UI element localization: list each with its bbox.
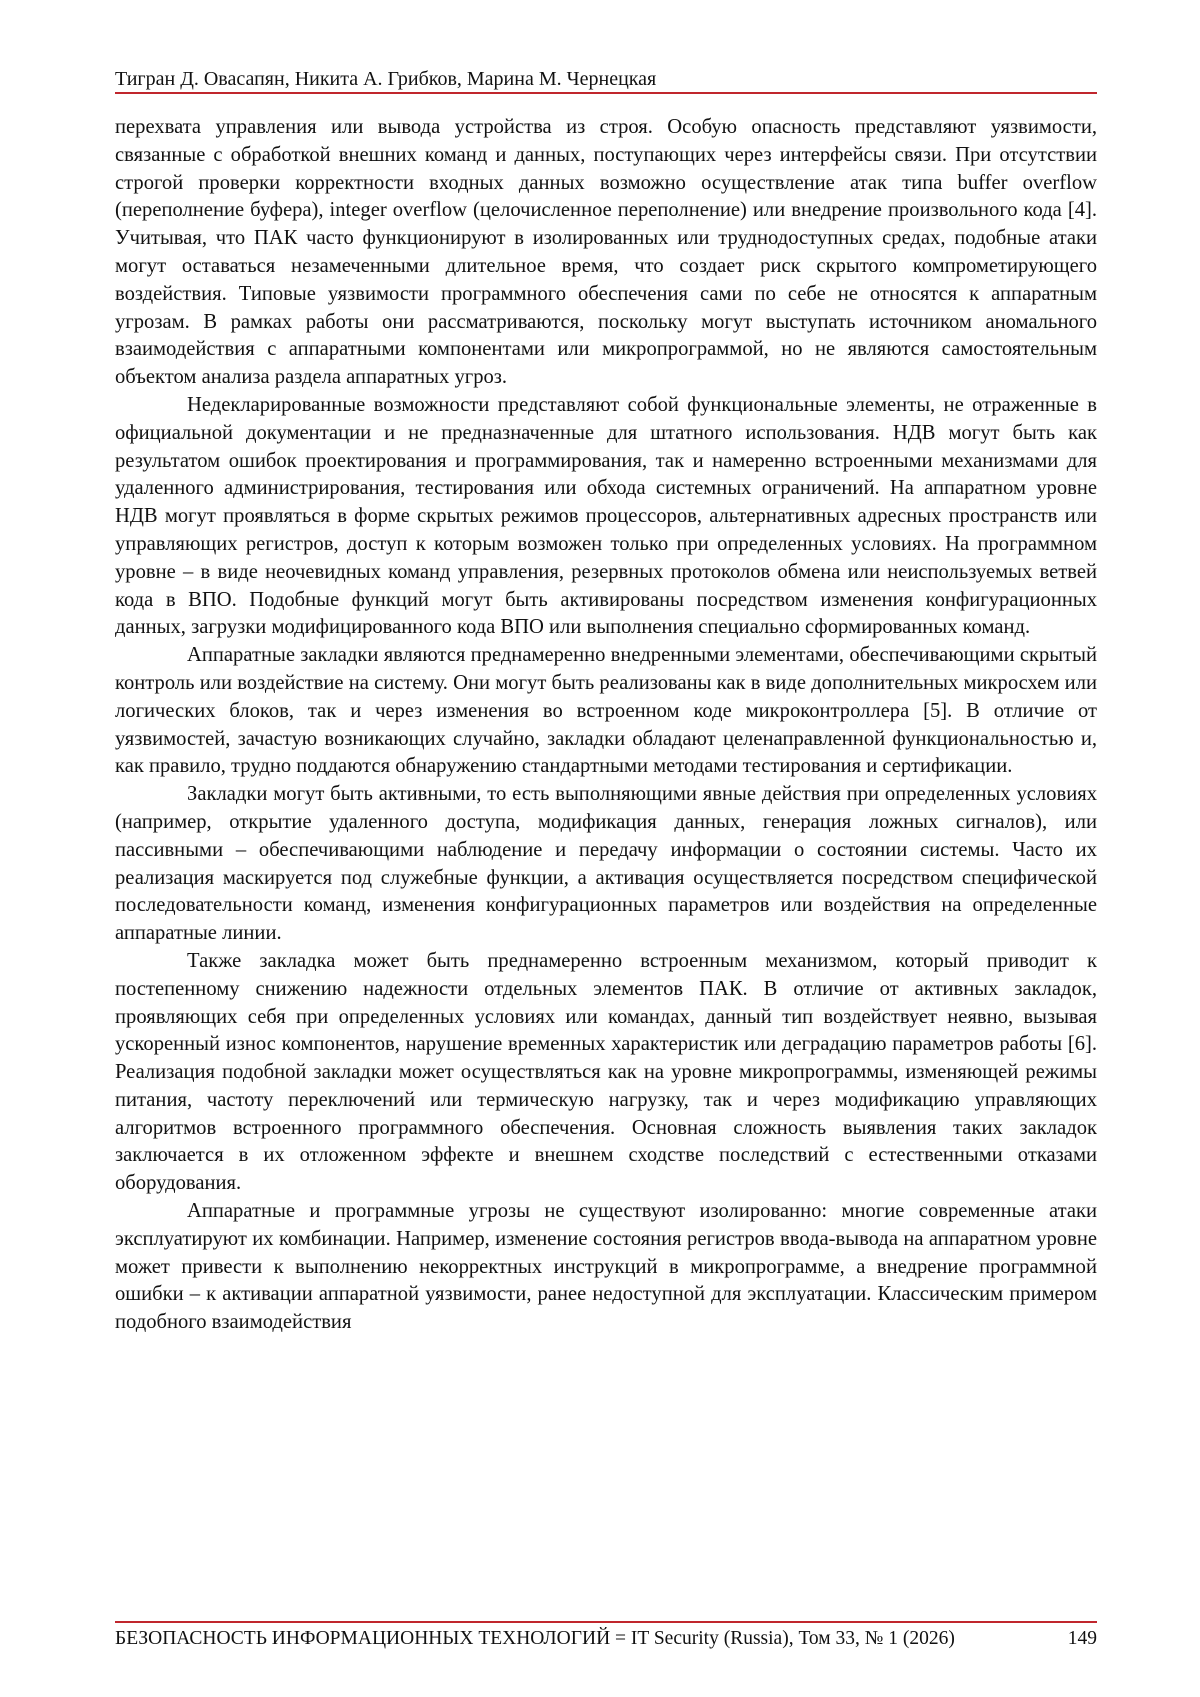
header-authors: Тигран Д. Овасапян, Никита А. Грибков, Марина М. Чернецкая: [115, 68, 657, 90]
paragraph-hardware-trojans: Аппаратные закладки являются преднамеренно внедренными элементами, обеспечивающими скрытый контроль или воздействие на систему. Они могут быть реализованы как в виде дополнительных микросхем или логических блоков, так и через изменения во встроенном коде микроконтроллера [5]. В отличие от уязвимостей, зачастую возникающих случайно, закладки обладают целенаправленной функциональностью и, как правило, трудно поддаются обнаружению стандартными методами тестирования и сертификации.: [115, 644, 1097, 778]
article-body: [115, 114, 1097, 1337]
paragraph-active-passive-trojans: Закладки могут быть активными, то есть выполняющими явные действия при определенных условиях (например, открытие удаленного доступа, модификация данных, генерация ложных сигналов), или пассивными – обеспечивающими наблюдение и передачу информации о состоянии системы. Часто их реализация маскируется под служебные функции, а активация осуществляется посредством специфической последовательности команд, изменения конфигурационных параметров или воздействия на определенные аппаратные линии.: [115, 783, 1097, 945]
header-rule: [115, 92, 1097, 94]
paragraph-combined-threats: Аппаратные и программные угрозы не существуют изолированно: многие современные атаки эксплуатируют их комбинации. Например, изменение состояния регистров ввода-вывода на аппаратном уровне может привести к выполнению некорректных инструкций в микропрограмме, а внедрение программной ошибки – к активации аппаратной уязвимости, ранее недоступной для эксплуатации. Классическим примером подобного взаимодействия: [115, 1200, 1097, 1334]
page-number: 149: [1067, 1628, 1097, 1649]
running-footer: [115, 1626, 1097, 1652]
running-header: [115, 66, 1097, 92]
paragraph-degradation-trojans: Также закладка может быть преднамеренно встроенным механизмом, который приводит к постепенному снижению надежности отдельных элементов ПАК. В отличие от активных закладок, проявляющих себя при определенных условиях или командах, данный тип воздействует неявно, вызывая ускоренный износ компонентов, нарушение временных характеристик или деградацию параметров работы [6]. Реализация подобной закладки может осуществляться как на уровне микропрограммы, изменяющей режимы питания, частоту переключений или термическую нагрузку, так и через модификацию управляющих алгоритмов встроенного программного обеспечения. Основная сложность выявления таких закладок заключается в их отложенном эффекте и внешнем сходстве последствий с естественными отказами оборудования.: [115, 949, 1097, 1195]
footer-rule: [115, 1621, 1097, 1623]
paragraph-continuation: перехвата управления или вывода устройства из строя. Особую опасность представляют уязвимости, связанные с обработкой внешних команд и данных, поступающих через интерфейсы связи. При отсутствии строгой проверки корректности входных данных возможно осуществление атак типа buffer overflow (переполнение буфера), integer overflow (целочисленное переполнение) или внедрение произвольного кода [4]. Учитывая, что ПАК часто функционируют в изолированных или труднодоступных средах, подобные атаки могут оставаться незамеченными длительное время, что создает риск скрытого компрометирующего воздействия. Типовые уязвимости программного обеспечения сами по себе не относятся к аппаратным угрозам. В рамках работы они рассматриваются, поскольку могут выступать источником аномального взаимодействия с аппаратными компонентами или микропрограммой, но не являются самостоятельным объектом анализа раздела аппаратных угроз.: [115, 116, 1097, 389]
footer-journal-title: БЕЗОПАСНОСТЬ ИНФОРМАЦИОННЫХ ТЕХНОЛОГИЙ = IT Security (Russia), Том 33, № 1 (2026): [115, 1628, 955, 1649]
paragraph-undeclared-capabilities: Недекларированные возможности представляют собой функциональные элементы, не отраженные в официальной документации и не предназначенные для штатного использования. НДВ могут быть как результатом ошибок проектирования и программирования, так и намеренно встроенными механизмами для удаленного администрирования, тестирования или обхода системных ограничений. На аппаратном уровне НДВ могут проявляться в форме скрытых режимов процессоров, альтернативных адресных пространств или управляющих регистров, доступ к которым возможен только при определенных условиях. На программном уровне – в виде неочевидных команд управления, резервных протоколов обмена или неиспользуемых ветвей кода в ВПО. Подобные функций могут быть активированы посредством изменения конфигурационных данных, загрузки модифицированного кода ВПО или выполнения специально сформированных команд.: [115, 393, 1097, 639]
